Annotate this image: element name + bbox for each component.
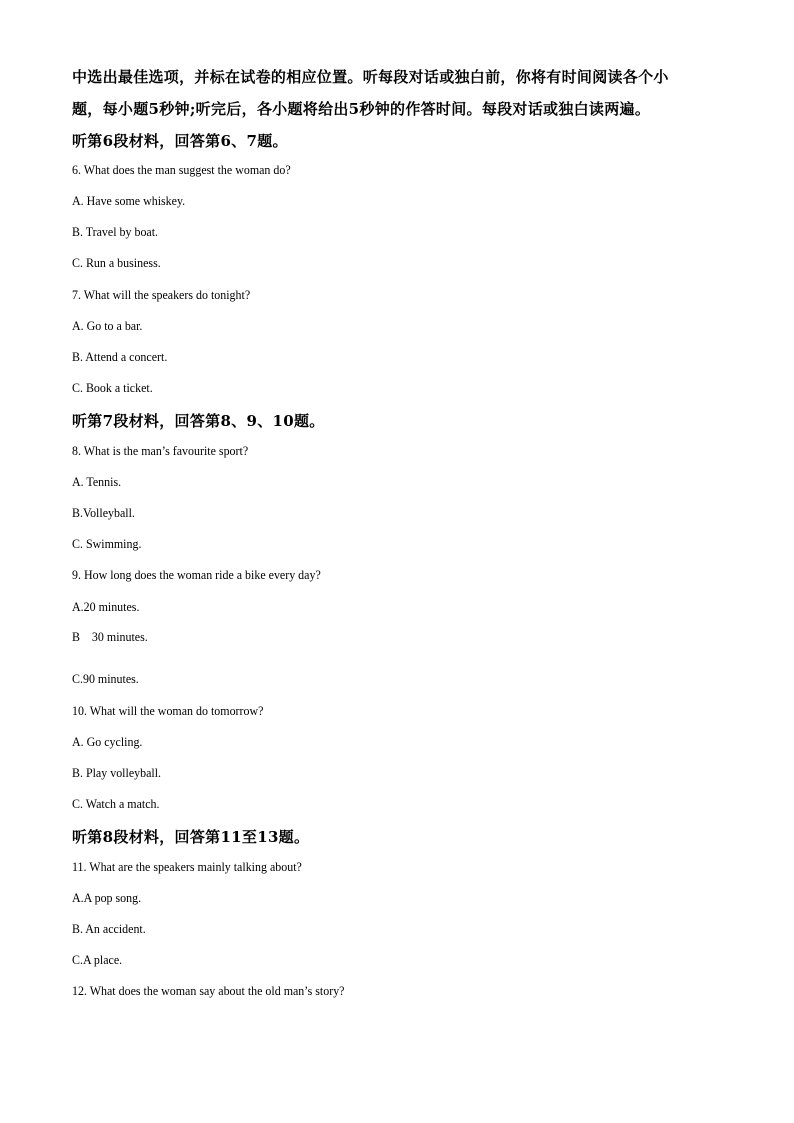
instructions-line-1: 中选出最佳选项，并标在试卷的相应位置。听每段对话或独白前，你将有时间阅读各个小 — [72, 68, 669, 86]
instructions-line-2: 题，每小题5秒钟;听完后，各小题将给出5秒钟的作答时间。每段对话或独白读两遍。 — [72, 100, 651, 118]
question-11-option-b: B. An accident. — [72, 921, 146, 936]
question-10-option-c: C. Watch a match. — [72, 796, 160, 811]
question-6-option-c: C. Run a business. — [72, 255, 161, 270]
question-10-option-a: A. Go cycling. — [72, 734, 143, 749]
question-9-option-a: A.20 minutes. — [72, 599, 140, 614]
question-9-option-c: C.90 minutes. — [72, 671, 139, 686]
question-10-option-b: B. Play volleyball. — [72, 765, 162, 780]
question-11: 11. What are the speakers mainly talking about? — [72, 859, 302, 874]
question-8-option-b: B.Volleyball. — [72, 505, 135, 520]
question-12: 12. What does the woman say about the old man’s story? — [72, 983, 345, 998]
question-8: 8. What is the man’s favourite sport? — [72, 443, 249, 458]
question-8-option-c: C. Swimming. — [72, 536, 142, 551]
question-10: 10. What will the woman do tomorrow? — [72, 703, 264, 718]
question-6: 6. What does the man suggest the woman do? — [72, 162, 291, 177]
question-9-option-b: B 30 minutes. — [72, 629, 148, 644]
question-6-option-a: A. Have some whiskey. — [72, 193, 186, 208]
section-8-heading: 听第8段材料，回答第11至13题。 — [72, 828, 310, 846]
question-9: 9. How long does the woman ride a bike every day? — [72, 567, 321, 582]
question-7: 7. What will the speakers do tonight? — [72, 287, 251, 302]
question-8-option-a: A. Tennis. — [72, 474, 122, 489]
section-6-heading: 听第6段材料，回答第6、7题。 — [72, 132, 288, 150]
question-6-option-b: B. Travel by boat. — [72, 224, 159, 239]
question-7-option-a: A. Go to a bar. — [72, 318, 143, 333]
section-7-heading: 听第7段材料，回答第8、9、10题。 — [72, 412, 325, 430]
question-7-option-c: C. Book a ticket. — [72, 380, 153, 395]
question-11-option-a: A.A pop song. — [72, 890, 142, 905]
question-11-option-c: C.A place. — [72, 952, 123, 967]
question-7-option-b: B. Attend a concert. — [72, 349, 168, 364]
